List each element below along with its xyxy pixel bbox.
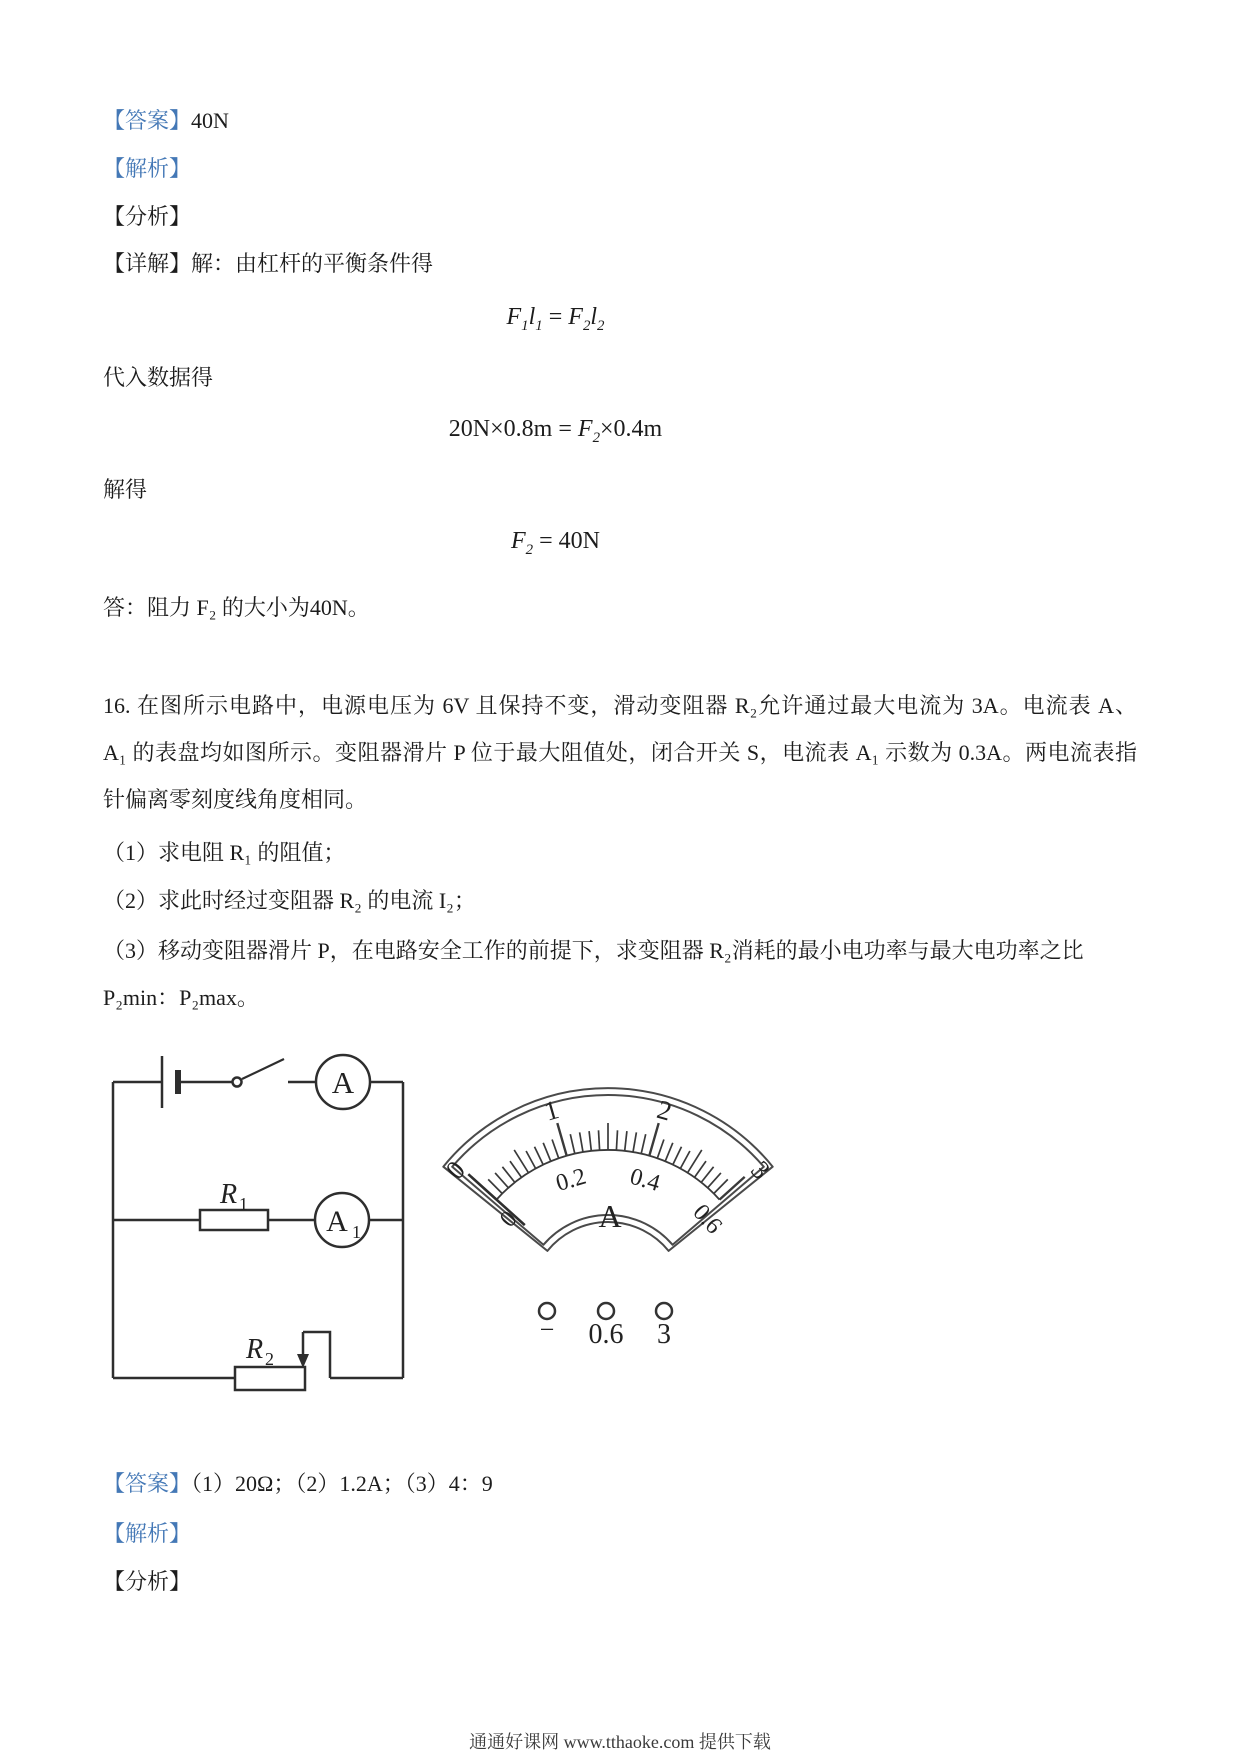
q16-fenxi-label: 【分析】 [103, 1569, 192, 1594]
resistor-R1-sub: 1 [239, 1194, 248, 1214]
q16-stem-line-2: A₁ 的表盘均如图所示。变阻器滑片 P 位于最大阻值处，闭合开关 S，电流表 A₁ 示数为 0.3A。两电流表指 [103, 740, 1137, 765]
terminal-06-label: 0.6 [588, 1319, 624, 1350]
rheostat-R2-label: R [246, 1334, 264, 1365]
gauge-inner-label-02: 0.2 [553, 1163, 590, 1197]
gauge-outer-label-1: 1 [540, 1094, 563, 1127]
q16-subquestion-3: （3）移动变阻器滑片 P，在电路安全工作的前提下，求变阻器 R₂消耗的最小电功率与最大电功率之比 [103, 938, 1084, 963]
lever-balance-formula: $F_1l_1 = F_2l_2$ [506, 304, 605, 334]
terminal-06 [598, 1303, 614, 1319]
q16-subquestion-1: （1）求电阻 R₁ 的阻值； [103, 840, 346, 865]
q16-subquestion-2: （2）求此时经过变阻器 R₂ 的电流 I₂； [103, 888, 476, 913]
terminal-3-label: 3 [657, 1319, 671, 1350]
q15-answer-label: 【答案】 [103, 108, 192, 133]
switch-lever [242, 1059, 284, 1079]
result-formula: $F_2 = 40N$ [511, 528, 600, 558]
q16-jiexi-label: 【解析】 [103, 1521, 192, 1546]
q15-answer-sentence: 答：阻力 F₂ 的大小为40N。 [103, 595, 370, 620]
q16-answer-line [103, 1469, 1137, 1499]
q15-jiexi-label: 【解析】 [103, 156, 192, 181]
q16-answer-label: 【答案】 [103, 1471, 192, 1496]
q15-answer-line [103, 106, 1137, 136]
q16-subquestion-3b: P₂min：P₂max。 [103, 985, 259, 1010]
terminal-3 [656, 1303, 672, 1319]
gauge-inner-label-04: 0.4 [626, 1163, 663, 1197]
q16-fenxi-line [103, 1567, 1137, 1597]
q15-answer-value: 40N [191, 108, 229, 133]
switch-pivot [233, 1078, 242, 1087]
q15-fenxi-line [103, 202, 1137, 232]
substituted-formula: $20N\times 0.8m = F_2\times 0.4m$ [448, 416, 663, 446]
ammeter-gauge [435, 1075, 785, 1405]
rheostat-R2-sub: 2 [265, 1349, 274, 1369]
q15-jiexi-line [103, 154, 1137, 184]
q15-solve-line: 解得 [103, 477, 148, 502]
q15-fenxi-label: 【分析】 [103, 204, 192, 229]
terminal-negative-label: − [539, 1315, 555, 1344]
gauge-inner-label-06: 0.6 [687, 1199, 727, 1240]
ammeter-A1-label: A [326, 1205, 348, 1238]
q16-answer-value: （1）20Ω；（2）1.2A；（3）4：9 [191, 1471, 493, 1496]
gauge-outer-label-2: 2 [653, 1094, 676, 1127]
rheostat-R2-box [235, 1367, 305, 1390]
ammeter-A1-sub: 1 [352, 1222, 361, 1242]
q16-stem-line-3: 针偏离零刻度线角度相同。 [103, 787, 368, 812]
gauge-inner-label-0: 0 [495, 1206, 523, 1233]
q16-stem-line-1: 16. 在图所示电路中，电源电压为 6V 且保持不变，滑动变阻器 R₂允许通过最大电流为 3A。电流表 A、 [103, 693, 1137, 718]
q15-detail-text: 解：由杠杆的平衡条件得 [191, 251, 434, 276]
q15-detail-line [103, 249, 1137, 279]
circuit-diagram [100, 1040, 420, 1410]
q15-substitute-line: 代入数据得 [103, 365, 214, 390]
gauge-ticks [471, 1123, 744, 1200]
gauge-outer-label-0: 0 [439, 1154, 471, 1186]
gauge-outer-label-3: 3 [745, 1154, 777, 1186]
q16-jiexi-line [103, 1519, 1137, 1549]
resistor-R1-box [200, 1210, 268, 1230]
gauge-unit-label: A [598, 1198, 622, 1234]
q15-detail-label: 【详解】 [103, 251, 192, 276]
resistor-R1-label: R [220, 1179, 238, 1210]
footer-text: 通通好课网 www.tthaoke.com 提供下载 [469, 1732, 771, 1752]
ammeter-A-label: A [331, 1065, 355, 1100]
